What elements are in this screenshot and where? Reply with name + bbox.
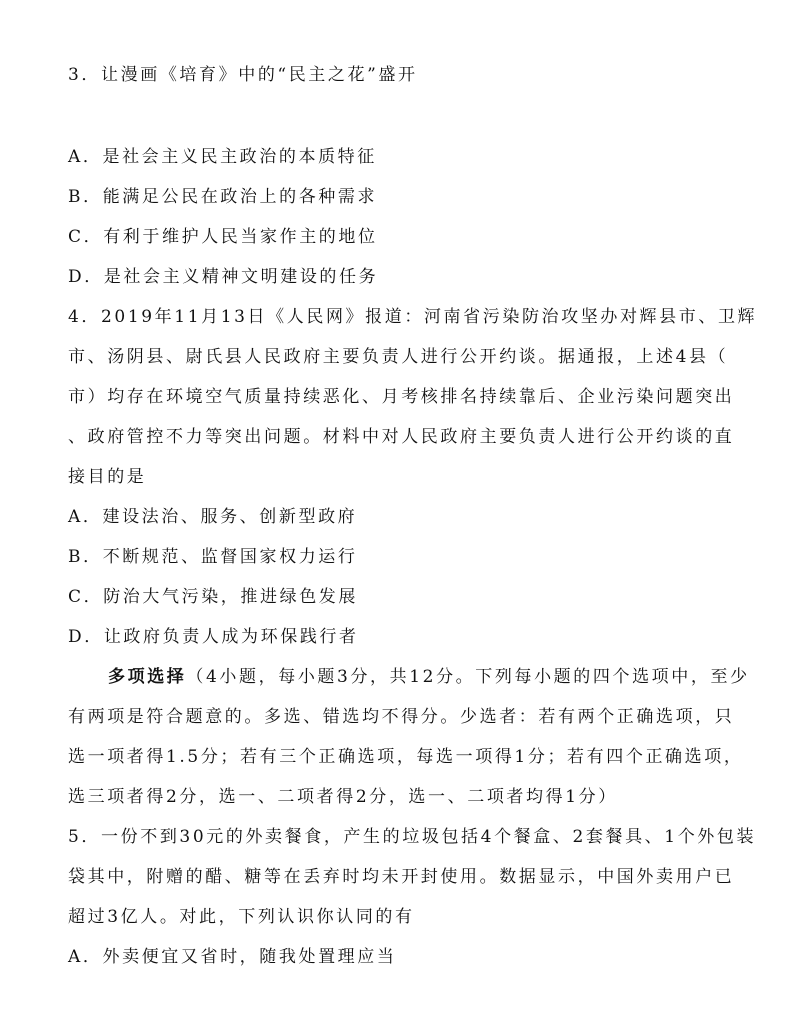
section-title: 多项选择 (108, 667, 187, 687)
section-intro-first: （4小题，每小题3分，共12分。下列每小题的四个选项中，至少 (186, 667, 750, 687)
q5-option-a: A．外卖便宜又省时，随我处置理应当 (68, 947, 397, 967)
q4-stem-line-1: 4．2019年11月13日《人民网》报道：河南省污染防治攻坚办对辉县市、卫辉 (68, 307, 758, 327)
section-intro-line-4: 选三项者得2分，选一、二项者得2分，选一、二项者均得1分） (68, 787, 618, 807)
q4-stem-line-5: 接目的是 (68, 467, 147, 487)
q4-option-a: A．建设法治、服务、创新型政府 (68, 507, 358, 527)
section-intro-line-2: 有两项是符合题意的。多选、错选均不得分。少选者：若有两个正确选项，只 (68, 707, 735, 727)
section-intro-line-3: 选一项者得1.5分；若有三个正确选项，每选一项得1分；若有四个正确选项， (68, 747, 744, 767)
q4-stem-line-2: 市、汤阴县、尉氏县人民政府主要负责人进行公开约谈。据通报，上述4县（ (68, 347, 729, 367)
q3-option-b: B．能满足公民在政治上的各种需求 (68, 187, 378, 207)
q5-stem-line-2: 袋其中，附赠的醋、糖等在丢弃时均未开封使用。数据显示，中国外卖用户已 (68, 867, 735, 887)
q4-option-b: B．不断规范、监督国家权力运行 (68, 547, 358, 567)
q4-option-d: D．让政府负责人成为环保践行者 (68, 627, 359, 647)
q4-option-c: C．防治大气污染，推进绿色发展 (68, 587, 359, 607)
q3-option-c: C．有利于维护人民当家作主的地位 (68, 227, 378, 247)
q4-stem-line-4: 、政府管控不力等突出问题。材料中对人民政府主要负责人进行公开约谈的直 (68, 427, 735, 447)
q5-stem-line-1: 5．一份不到30元的外卖餐食，产生的垃圾包括4个餐盒、2套餐具、1个外包装 (68, 827, 757, 847)
q4-stem-line-3: 市）均存在环境空气质量持续恶化、月考核排名持续靠后、企业污染问题突出 (68, 387, 735, 407)
q3-stem: 3．让漫画《培育》中的“民主之花”盛开 (68, 65, 418, 85)
q3-option-d: D．是社会主义精神文明建设的任务 (68, 267, 379, 287)
section-intro-line-1 (108, 666, 750, 688)
q5-stem-line-3: 超过3亿人。对此，下列认识你认同的有 (68, 907, 415, 927)
q3-option-a: A．是社会主义民主政治的本质特征 (68, 147, 377, 167)
